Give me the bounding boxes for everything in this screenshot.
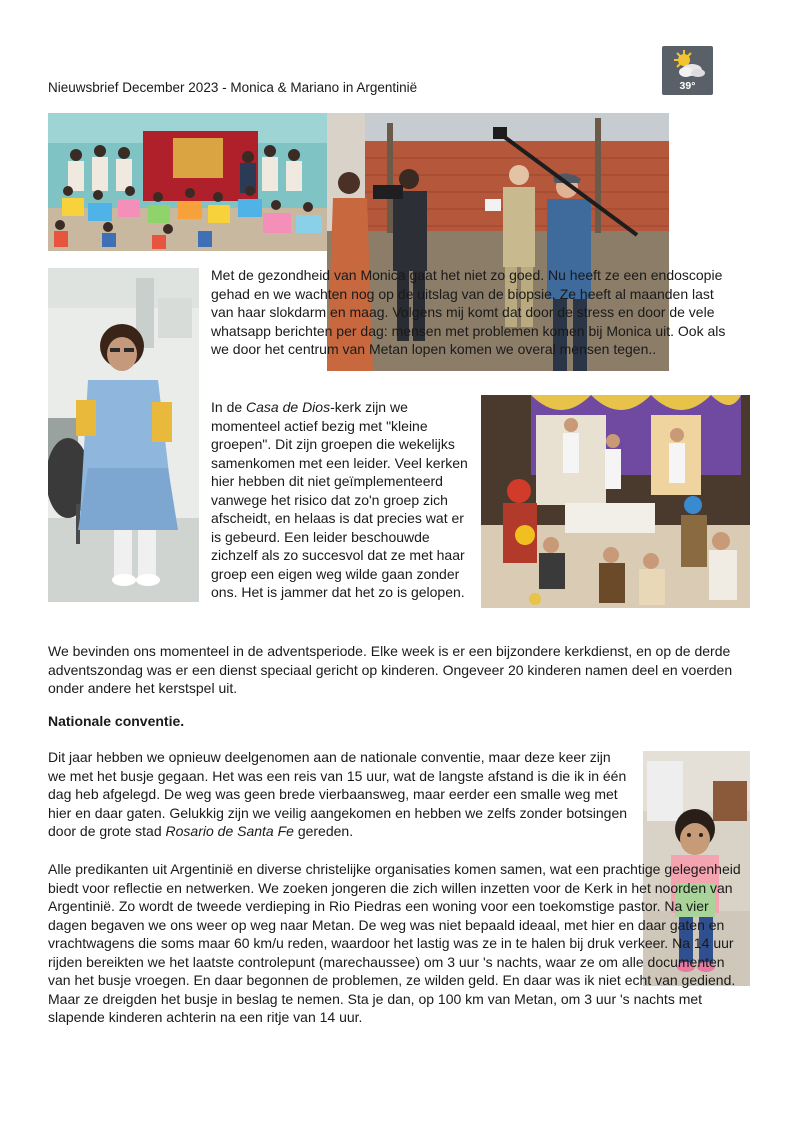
nativity-play-photo: [481, 395, 750, 608]
monica-portrait-photo: [48, 268, 199, 602]
paragraph-health: Met de gezondheid van Monica gaat het niet zo goed. Nu heeft ze een endoscopie gehad en we wachten nog op de uitslag van de biopsie. Ze heeft al maanden last van haar slokdarm en maag. Volgens mij komt dat door de stress en door de vele whatsapp berichten per dag: mensen met problemen komen bij Monica uit. Ook als we door het centrum van Metan lopen komen we overal mensen tegen..: [211, 267, 726, 357]
paragraph-convention: Dit jaar hebben we opnieuw deelgenomen aan de nationale conventie, maar deze keer zijn we met het busje gegaan. Het was een reis van 15 uur, wat de langste afstand is die ik in één dag heb afgelegd. De weg was geen brede vierbaansweg, maar eerder een smalle weg met hier en daar gaten. Gelukkig zijn we veilig aangekomen en hebben we zelfs zonder botsingen door de grote stad Rosario de Santa Fe gereden.: [48, 749, 628, 839]
newsletter-title: Nieuwsbrief December 2023 - Monica & Mariano in Argentinië: [48, 80, 418, 95]
temperature-label: 39°: [679, 80, 696, 92]
church-name: Casa de Dios: [246, 399, 331, 415]
city-name: Rosario de Santa Fe: [165, 823, 294, 839]
paragraph-advent: We bevinden ons momenteel in de adventsperiode. Elke week is er een bijzondere kerkdienst, en op de derde adventszondag was er een dienst speciaal gericht op kinderen. Ongeveer 20 kinderen namen deel en voerden onder andere het kerstspel uit.: [48, 643, 733, 696]
paragraph-journey: Alle predikanten uit Argentinië en diverse christelijke organisaties komen samen, wat een prachtige gelegenheid biedt voor reflectie en netwerken. We zoeken jongeren die zich willen inzetten voor de Kerk in het noorden van Argentinië. Zo wordt de tweede verdieping in Rio Piedras een woning voor een toekomstige pastor. Na vier dagen begaven we ons weer op weg naar Metan. De weg was niet bepaald ideaal, met hier en daar gaten en vrachtwagens die soms maar 60 km/u reden, waardoor het lastig was ze in te halen bij druk verkeer. Na 14 uur rijden bereikten we het laatste controlepunt (marechaussee) om 3 uur 's nachts, waar ze om alle documenten van het busje vroegen. En daar begonnen de problemen, ze wilden geld. En daar was ik niet echt van gediend. Maar ze dreigden het busje in beslag te nemen. Sta je dan, op 100 km van Metan, om 3 uur 's nachts met slapende kinderen achterin na een ritje van 14 uur.: [48, 861, 741, 1025]
weather-widget: [662, 46, 713, 95]
sun-cloud-weather-icon: [662, 46, 713, 82]
children-group-photo: [48, 113, 330, 251]
section-heading: Nationale conventie.: [48, 713, 185, 729]
paragraph-small-groups: In de Casa de Dios-kerk zijn we momenteel actief bezig met "kleine groepen". Dit zijn groepen die wekelijks samenkomen met een leider. Veel kerken hier hebben dit niet geïmplementeerd vanwege het risico dat zo'n groep zich afscheidt, en helaas is dat precies wat er is gebeurd. Een leider beschouwde zichzelf als zo succesvol dat ze met haar groep een eigen weg wilde gaan zonder ons. Het is jammer dat het zo is gelopen.: [211, 399, 468, 600]
